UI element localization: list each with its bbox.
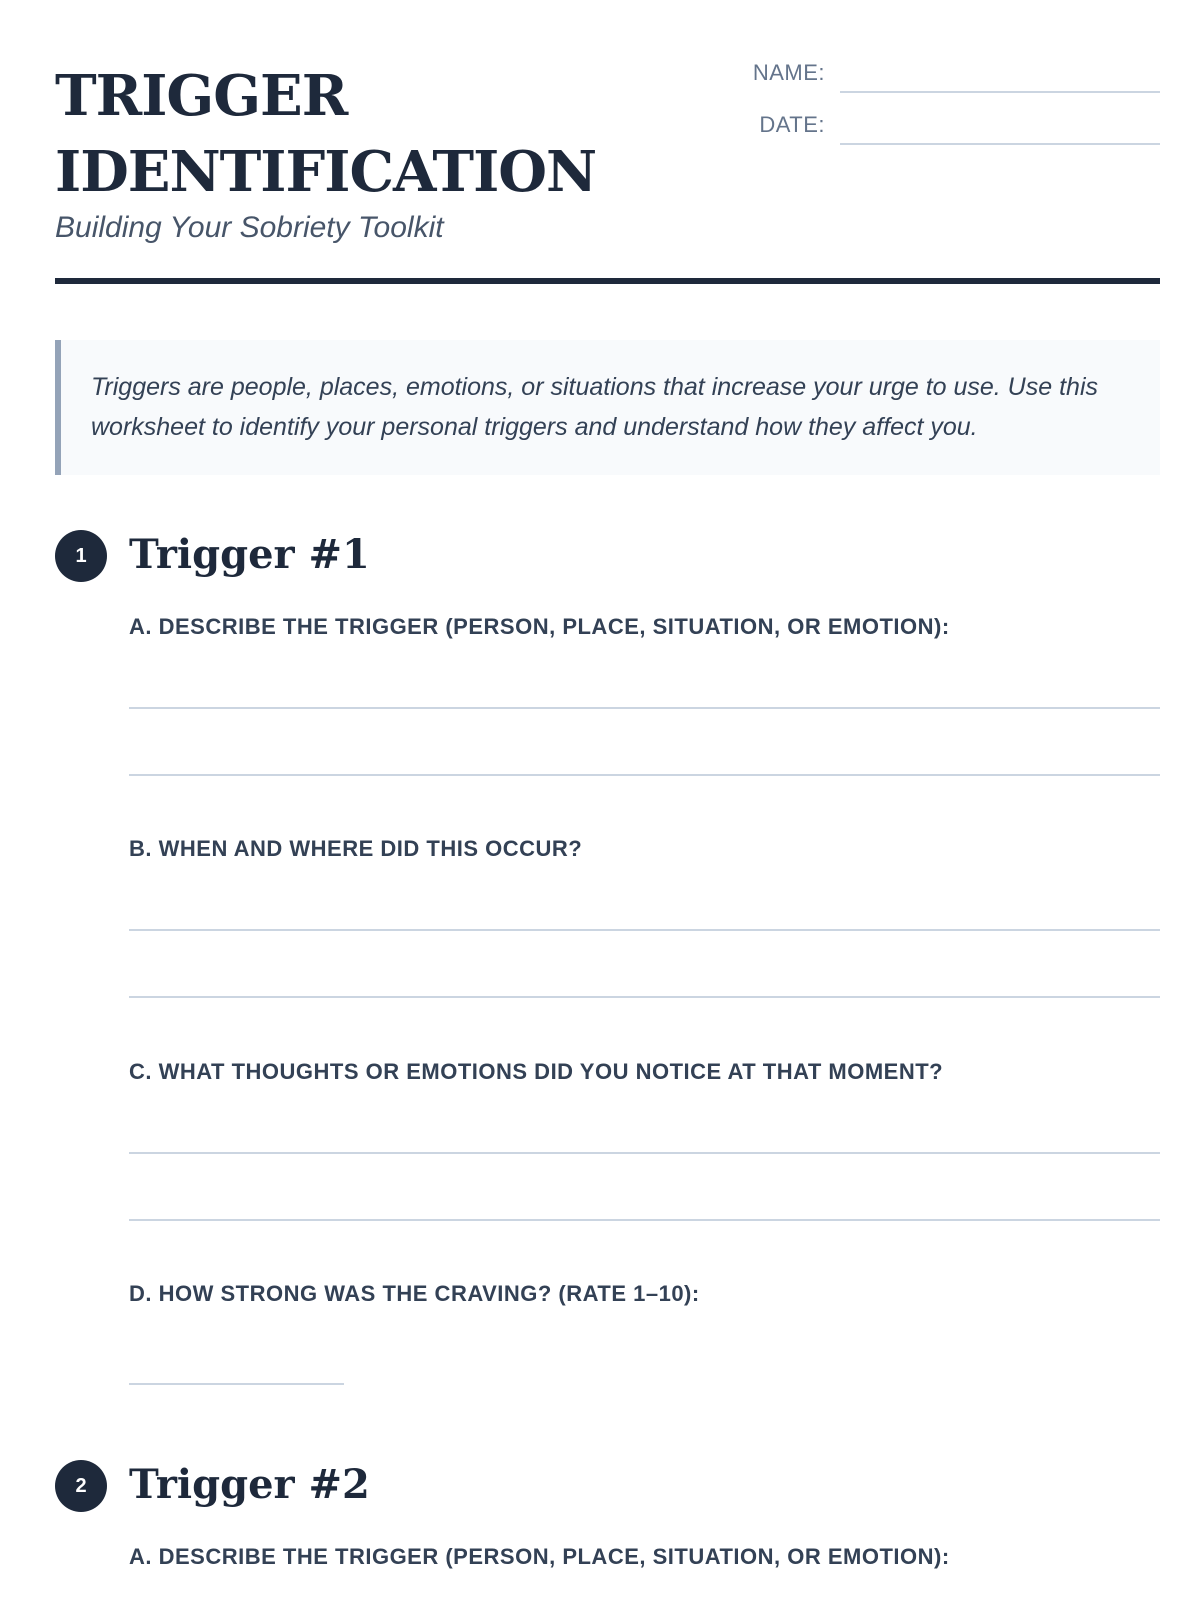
name-entry-line[interactable] [840,91,1160,93]
answer-line[interactable] [129,929,1160,931]
section-header [55,1460,1160,1520]
date-field [725,110,1160,150]
question-c [129,1058,1160,1233]
question-b [129,835,1160,1010]
question-label: D. HOW STRONG WAS THE CRAVING? (RATE 1–10): [129,1281,700,1306]
title-line-2: IDENTIFICATION [55,139,597,205]
answer-line[interactable] [129,1219,1160,1221]
page-title [55,58,655,210]
section-header [55,530,1160,590]
section-number-badge: 1 [55,530,107,582]
craving-rating-line[interactable] [129,1383,344,1385]
trigger-section-1 [55,530,1160,1400]
question-label: C. WHAT THOUGHTS OR EMOTIONS DID YOU NOTICE AT THAT MOMENT? [129,1059,944,1084]
section-number-badge: 2 [55,1460,107,1512]
question-label: A. DESCRIBE THE TRIGGER (PERSON, PLACE, SITUATION, OR EMOTION): [129,614,950,639]
answer-line[interactable] [129,774,1160,776]
date-label: DATE: [759,112,825,137]
section-title: Trigger #2 [129,1461,370,1508]
name-field [725,58,1160,98]
name-label: NAME: [752,60,825,85]
question-a [129,613,1160,788]
trigger-section-2 [55,1460,1160,1600]
question-d [129,1280,1160,1400]
answer-line[interactable] [129,707,1160,709]
page-subtitle: Building Your Sobriety Toolkit [55,211,444,244]
date-entry-line[interactable] [840,143,1160,145]
intro-callout [55,340,1160,475]
title-line-1: TRIGGER [55,63,348,129]
intro-text: Triggers are people, places, emotions, or situations that increase your urge to use. Use this worksheet to identify your personal triggers and understand how they affect you. [91,373,1098,441]
header-divider [55,278,1160,284]
section-title: Trigger #1 [129,531,370,578]
question-label: B. WHEN AND WHERE DID THIS OCCUR? [129,836,583,861]
answer-line[interactable] [129,996,1160,998]
answer-line[interactable] [129,1152,1160,1154]
worksheet-page [55,0,1160,1600]
question-label: A. DESCRIBE THE TRIGGER (PERSON, PLACE, SITUATION, OR EMOTION): [129,1544,950,1569]
worksheet-header [55,58,1160,288]
question-a [129,1543,1160,1583]
